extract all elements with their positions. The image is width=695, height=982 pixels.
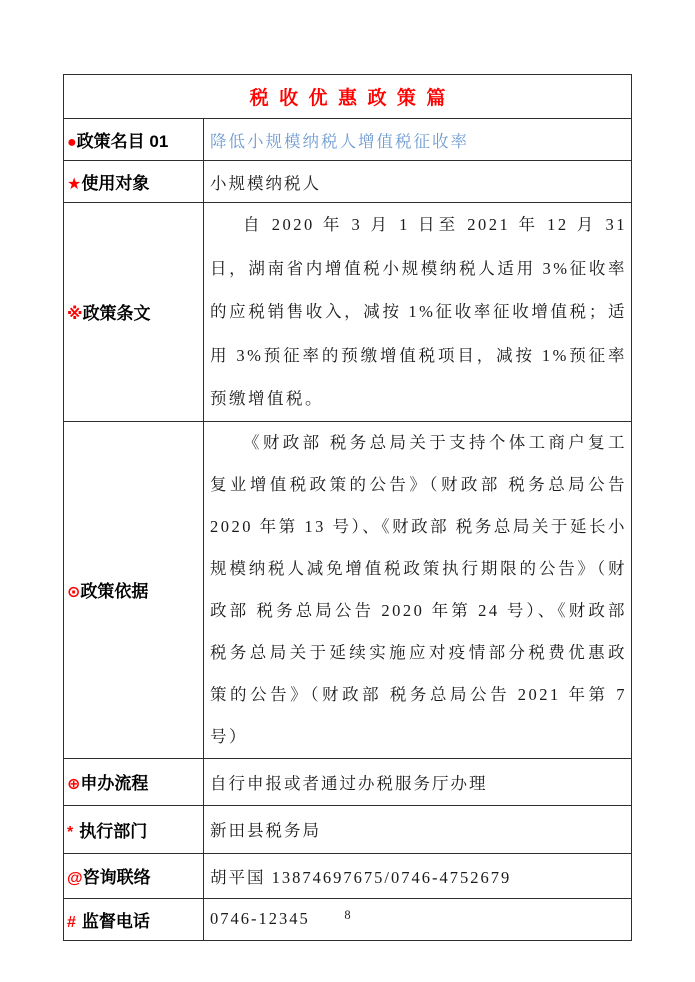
supervision-phone-value: 0746-12345	[204, 898, 632, 940]
row-label: 咨询联络	[82, 868, 151, 887]
row-label-cell	[64, 421, 204, 758]
table-row-policy-basis	[64, 421, 632, 758]
table-row-target-users	[64, 161, 632, 203]
row-label: 申办流程	[80, 774, 149, 793]
table-row-executing-department	[64, 805, 632, 853]
row-label-cell	[64, 758, 204, 805]
target-users-value: 小规模纳税人	[204, 161, 632, 203]
table-row-consultation-contact	[64, 853, 632, 898]
row-label-cell	[64, 805, 204, 853]
hash-icon: #	[67, 913, 76, 931]
executing-department-value: 新田县税务局	[204, 805, 632, 853]
application-process-value: 自行申报或者通过办税服务厅办理	[204, 758, 632, 805]
policy-text-value: 自 2020 年 3 月 1 日至 2021 年 12 月 31 日，湖南省内增值税小规模纳税人适用 3%征收率的应税销售收入，减按 1%征收率征收增值税；适用 3%预征率的预缴增值税项目，减按 1%预征率预缴增值税。	[204, 203, 632, 422]
consultation-contact-value: 胡平国 13874697675/0746-4752679	[204, 853, 632, 898]
row-label: 监督电话	[81, 911, 150, 931]
table-title: 税收优惠政策篇	[64, 75, 632, 119]
asterisk-icon: *	[67, 823, 74, 841]
circled-plus-icon: ⊕	[67, 776, 81, 793]
row-label-cell	[64, 203, 204, 422]
table-row-policy-text	[64, 203, 632, 422]
policy-basis-value: 《财政部 税务总局关于支持个体工商户复工复业增值税政策的公告》（财政部 税务总局公告 2020 年第 13 号）、《财政部 税务总局关于延长小规模纳税人减免增值税政策执行期限的公告》（财政部 税务总局公告 2020 年第 24 号）、《财政部 税务总局关于延续实施应对疫情部分税费优惠政策的公告》（财政部 税务总局公告 2021 年第 7 号）	[204, 421, 632, 758]
star-icon: ★	[67, 176, 82, 193]
at-sign-icon: @	[67, 870, 83, 887]
row-label: 执行部门	[79, 821, 148, 841]
row-label: 政策名目 01	[76, 132, 169, 151]
circle-icon: ●	[67, 134, 77, 151]
row-label: 政策依据	[80, 582, 149, 601]
table-row-policy-name	[64, 119, 632, 161]
reference-mark-icon: ※	[67, 306, 83, 324]
policy-name-value: 降低小规模纳税人增值税征收率	[204, 119, 632, 161]
policy-table	[63, 74, 632, 941]
row-label: 使用对象	[81, 174, 150, 193]
row-label-cell	[64, 119, 204, 161]
page-number: 8	[344, 908, 351, 922]
row-label-cell	[64, 161, 204, 203]
table-title-row	[64, 75, 632, 119]
row-label-cell	[64, 853, 204, 898]
table-row-application-process	[64, 758, 632, 805]
row-label: 政策条文	[82, 304, 151, 324]
circled-dot-icon: ⊙	[67, 584, 81, 601]
